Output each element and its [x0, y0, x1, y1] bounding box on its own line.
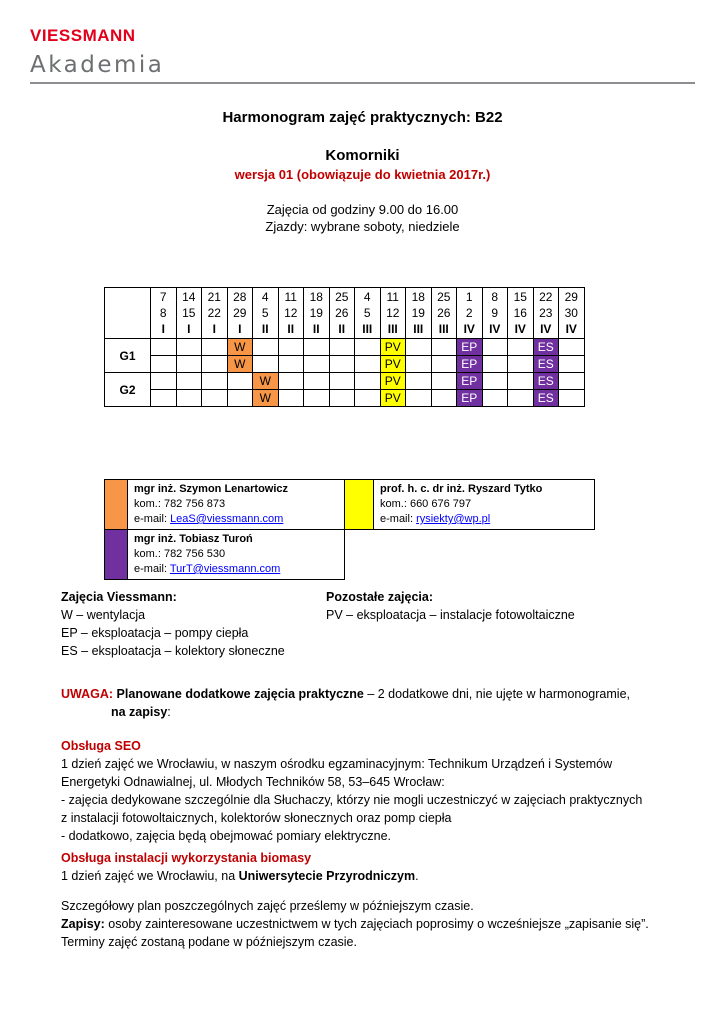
date-month: I — [212, 322, 216, 336]
legend-other-title: Pozostałe zajęcia: — [326, 590, 433, 604]
date-day1: 8 — [491, 290, 499, 304]
legend-item: W – wentylacja — [61, 608, 146, 622]
brand-name: VIESSMANN — [30, 26, 136, 45]
date-month: II — [312, 322, 320, 336]
empty-cell — [345, 530, 374, 580]
date-day1: 11 — [284, 290, 297, 304]
contact-card — [128, 480, 345, 530]
contact-card — [374, 480, 595, 530]
date-header-cell — [304, 288, 330, 339]
contact-color-swatch — [345, 480, 374, 530]
schedule-cell: EP — [457, 339, 483, 356]
schedule-cell — [176, 339, 202, 356]
schedule-cell — [253, 356, 279, 373]
schedule-cell — [227, 373, 253, 390]
date-day2: 16 — [513, 306, 527, 320]
date-header-cell — [508, 288, 534, 339]
schedule-cell — [482, 339, 508, 356]
date-day2: 2 — [465, 306, 473, 320]
date-month: III — [413, 322, 424, 336]
schedule-cell — [329, 356, 355, 373]
date-month: I — [238, 322, 242, 336]
date-month: IV — [514, 322, 526, 336]
schedule-cell — [278, 339, 304, 356]
legend-viessmann — [61, 588, 285, 660]
notice-block — [61, 685, 630, 721]
contact-email-row — [134, 562, 338, 577]
date-month: IV — [565, 322, 577, 336]
schedule-cell — [202, 390, 228, 407]
schedule-cell — [508, 390, 534, 407]
date-header-cell — [151, 288, 177, 339]
date-month: IV — [489, 322, 501, 336]
schedule-cell — [355, 390, 381, 407]
date-day2: 9 — [491, 306, 499, 320]
date-day2: 5 — [261, 306, 269, 320]
group-label: G2 — [105, 373, 151, 407]
contact-card — [128, 530, 345, 580]
schedule-cell — [431, 390, 457, 407]
schedule-cell — [329, 373, 355, 390]
notice-rest: – 2 dodatkowe dni, nie ujęte w harmonogramie, — [363, 687, 630, 701]
date-header-cell — [380, 288, 406, 339]
schedule-table — [104, 287, 585, 407]
legend-item: EP – eksploatacja – pompy ciepła — [61, 626, 249, 640]
schedule-header-row — [105, 288, 585, 339]
schedule-cell — [355, 373, 381, 390]
date-day2: 29 — [233, 306, 247, 320]
contact-name: mgr inż. Szymon Lenartowicz — [134, 483, 289, 495]
schedule-cell: ES — [533, 390, 559, 407]
schedule-cell: EP — [457, 390, 483, 407]
schedule-cell: ES — [533, 356, 559, 373]
legend-item: ES – eksploatacja – kolektory słoneczne — [61, 644, 285, 658]
contact-phone: kom.: 660 676 797 — [380, 498, 472, 510]
date-month: II — [338, 322, 346, 336]
schedule-cell — [559, 390, 585, 407]
footer-line: Szczegółowy plan poszczególnych zajęć prześlemy w późniejszym czasie. — [61, 899, 474, 913]
date-day1: 18 — [411, 290, 425, 304]
seo-line: 1 dzień zajęć we Wrocławiu, w naszym ośrodku egzaminacyjnym: Technikum Urządzeń i Systemów — [61, 757, 613, 771]
seo-section — [61, 737, 642, 845]
date-month: I — [161, 322, 165, 336]
contact-email-link[interactable]: rysiekty@wp.pl — [416, 513, 491, 525]
schedule-cell — [406, 356, 432, 373]
seo-title: Obsługa SEO — [61, 739, 141, 753]
date-day1: 29 — [564, 290, 578, 304]
schedule-cell — [406, 339, 432, 356]
date-day2: 19 — [309, 306, 323, 320]
schedule-cell — [329, 390, 355, 407]
date-header-cell — [355, 288, 381, 339]
schedule-cell — [355, 339, 381, 356]
email-label: e-mail: — [134, 563, 170, 575]
schedule-cell — [508, 339, 534, 356]
date-day1: 14 — [182, 290, 196, 304]
date-day1: 21 — [207, 290, 221, 304]
schedule-cell: W — [227, 339, 253, 356]
date-day2: 5 — [363, 306, 371, 320]
schedule-row — [105, 356, 585, 373]
date-day1: 7 — [159, 290, 167, 304]
academy-label: Akademia — [30, 52, 165, 78]
biomass-line-post: . — [415, 869, 419, 883]
date-day2: 30 — [564, 306, 578, 320]
biomass-title: Obsługa instalacji wykorzystania biomasy — [61, 851, 312, 865]
seo-line: z instalacji fotowoltaicznych, kolektorów słonecznych oraz pomp ciepła — [61, 811, 452, 825]
schedule-cell — [253, 339, 279, 356]
date-month: II — [287, 322, 295, 336]
group-label: G1 — [105, 339, 151, 373]
schedule-row — [105, 373, 585, 390]
date-header-cell — [329, 288, 355, 339]
email-label: e-mail: — [134, 513, 171, 525]
contact-color-swatch — [105, 530, 128, 580]
schedule-cell — [431, 339, 457, 356]
schedule-cell — [151, 356, 177, 373]
schedule-cell — [278, 390, 304, 407]
schedule-cell — [355, 356, 381, 373]
schedule-cell — [406, 373, 432, 390]
schedule-cell: EP — [457, 356, 483, 373]
biomass-line-bold: Uniwersytecie Przyrodniczym — [238, 869, 416, 883]
schedule-cell — [278, 373, 304, 390]
date-header-cell — [253, 288, 279, 339]
location-title: Komorniki — [325, 147, 400, 164]
schedule-cell: EP — [457, 373, 483, 390]
schedule-cell — [176, 390, 202, 407]
schedule-cell — [151, 390, 177, 407]
contact-name: prof. h. c. dr inż. Ryszard Tytko — [380, 483, 543, 495]
date-month: III — [438, 322, 449, 336]
zapisy-label: Zapisy: — [61, 917, 105, 931]
date-day1: 11 — [386, 290, 399, 304]
empty-cell — [374, 530, 595, 580]
schedule-cell — [559, 339, 585, 356]
notice-line2-end: : — [167, 705, 171, 719]
contacts-table — [104, 479, 595, 580]
version-label: wersja 01 (obowiązuje do kwietnia 2017r.) — [234, 167, 491, 182]
contact-email-row — [380, 512, 588, 527]
page-title: Harmonogram zajęć praktycznych: B22 — [222, 109, 503, 126]
date-day1: 18 — [309, 290, 323, 304]
schedule-cell — [304, 356, 330, 373]
date-day2: 12 — [284, 306, 298, 320]
date-month: I — [187, 322, 191, 336]
date-day1: 22 — [539, 290, 553, 304]
footer-section — [61, 897, 649, 951]
date-month: III — [362, 322, 373, 336]
date-day1: 28 — [233, 290, 247, 304]
schedule-cell — [482, 390, 508, 407]
contact-email-link[interactable]: LeaS@viessmann.com — [170, 513, 284, 525]
schedule-cell — [278, 356, 304, 373]
schedule-cell: PV — [380, 356, 406, 373]
zapisy-text: osoby zainteresowane uczestnictwem w tych zajęciach poprosimy o wcześniejsze „zapisanie się”. — [104, 917, 649, 931]
date-header-cell — [202, 288, 228, 339]
hours-text: Zajęcia od godziny 9.00 do 16.00 — [266, 202, 459, 217]
date-day1: 1 — [465, 290, 473, 304]
date-month: IV — [540, 322, 552, 336]
seo-line: - zajęcia dedykowane szczególnie dla Słuchaczy, którzy nie mogli uczestniczyć w zajęciach praktycznych — [61, 793, 643, 807]
schedule-cell — [202, 373, 228, 390]
schedule-cell: ES — [533, 373, 559, 390]
date-header-cell — [431, 288, 457, 339]
schedule-cell — [227, 390, 253, 407]
date-day2: 8 — [159, 306, 167, 320]
biomass-section — [61, 849, 419, 885]
schedule-cell: W — [227, 356, 253, 373]
date-day2: 22 — [207, 306, 221, 320]
email-label: e-mail: — [380, 513, 417, 525]
date-day1: 4 — [261, 290, 269, 304]
schedule-cell — [559, 373, 585, 390]
schedule-cell — [508, 373, 534, 390]
schedule-cell — [151, 339, 177, 356]
contact-email-link[interactable]: TurT@viessmann.com — [169, 563, 281, 575]
schedule-cell: W — [253, 390, 279, 407]
contact-email-row — [134, 512, 338, 527]
schedule-cell — [406, 390, 432, 407]
date-header-cell — [176, 288, 202, 339]
schedule-cell: PV — [380, 339, 406, 356]
contact-name: mgr inż. Tobiasz Turoń — [134, 533, 253, 545]
contact-phone: kom.: 782 756 873 — [134, 498, 226, 510]
date-header-cell — [278, 288, 304, 339]
schedule-cell — [431, 356, 457, 373]
date-day2: 12 — [386, 306, 400, 320]
seo-line: - dodatkowo, zajęcia będą obejmować pomiary elektryczne. — [61, 829, 392, 843]
date-day2: 15 — [182, 306, 196, 320]
date-header-cell — [482, 288, 508, 339]
schedule-row — [105, 339, 585, 356]
schedule-cell: ES — [533, 339, 559, 356]
schedule-cell — [329, 339, 355, 356]
schedule-cell — [151, 373, 177, 390]
date-day2: 26 — [335, 306, 349, 320]
legend-viessmann-title: Zajęcia Viessmann: — [61, 590, 177, 604]
header-divider — [30, 82, 695, 84]
date-day2: 26 — [437, 306, 451, 320]
schedule-cell — [202, 339, 228, 356]
seo-line: Energetyki Odnawialnej, ul. Młodych Techników 58, 53–645 Wrocław: — [61, 775, 445, 789]
schedule-cell: W — [253, 373, 279, 390]
date-day2: 23 — [539, 306, 553, 320]
date-day1: 25 — [437, 290, 451, 304]
notice-label: UWAGA: — [61, 687, 114, 701]
schedule-cell — [304, 390, 330, 407]
biomass-line-pre: 1 dzień zajęć we Wrocławiu, na — [61, 869, 239, 883]
notice-bold: Planowane dodatkowe zajęcia praktyczne — [113, 687, 364, 701]
date-header-cell — [227, 288, 253, 339]
footer-line: Terminy zajęć zostaną podane w późniejszym czasie. — [61, 935, 357, 949]
date-header-cell — [457, 288, 483, 339]
legend-item: PV – eksploatacja – instalacje fotowoltaiczne — [326, 608, 575, 622]
contact-phone: kom.: 782 756 530 — [134, 548, 226, 560]
date-month: III — [387, 322, 398, 336]
schedule-cell — [559, 356, 585, 373]
schedule-cell — [304, 373, 330, 390]
date-day1: 15 — [513, 290, 527, 304]
schedule-cell: PV — [380, 373, 406, 390]
schedule-cell — [482, 356, 508, 373]
schedule-cell — [482, 373, 508, 390]
schedule-cell — [508, 356, 534, 373]
date-month: IV — [463, 322, 475, 336]
schedule-cell — [304, 339, 330, 356]
legend-other — [326, 588, 575, 624]
date-header-cell — [559, 288, 585, 339]
schedule-cell: PV — [380, 390, 406, 407]
date-header-cell — [533, 288, 559, 339]
schedule-row — [105, 390, 585, 407]
schedule-cell — [431, 373, 457, 390]
notice-line2: na zapisy — [111, 705, 168, 719]
date-day2: 19 — [411, 306, 425, 320]
schedule-corner-cell — [105, 288, 151, 339]
schedule-cell — [176, 356, 202, 373]
date-month: II — [261, 322, 269, 336]
viessmann-logo — [30, 26, 164, 78]
weekends-text: Zjazdy: wybrane soboty, niedziele — [265, 219, 460, 234]
date-header-cell — [406, 288, 432, 339]
contact-color-swatch — [105, 480, 128, 530]
schedule-cell — [176, 373, 202, 390]
schedule-cell — [202, 356, 228, 373]
date-day1: 4 — [363, 290, 371, 304]
date-day1: 25 — [335, 290, 349, 304]
